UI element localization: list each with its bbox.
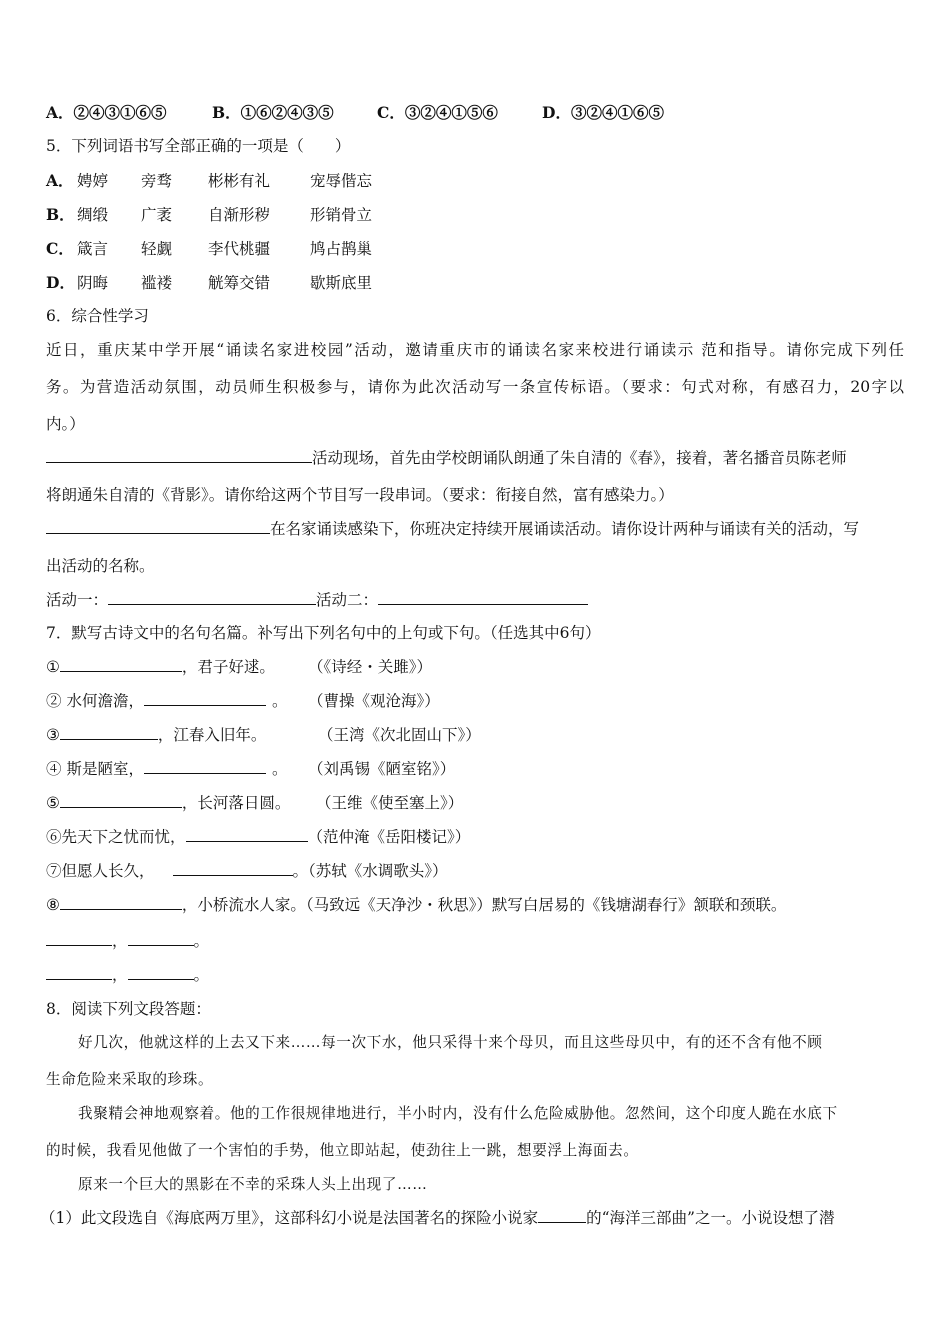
answer-blank[interactable]	[60, 792, 182, 808]
answer-blank[interactable]	[46, 964, 112, 980]
q4-option-c: C．③②④①⑤⑥	[377, 103, 498, 122]
q5-stem: 5．下列词语书写全部正确的一项是（ ）	[46, 137, 351, 155]
q6-part2-line-1: 活动现场，首先由学校朗诵队朗通了朱自清的《春》，接着，著名播音员陈老师	[46, 447, 847, 469]
q8-para2-line-2: 的时候，我看见他做了一个害怕的手势，他立即站起，使劲往上一跳，想要浮上海面去。	[46, 1142, 639, 1159]
q7-item-1: ① ，君子好逑。 （《诗经・关雎》）	[46, 658, 433, 676]
activity1-blank[interactable]	[108, 589, 316, 605]
q7-item-6: ⑥先天下之忧而忧， （范仲淹《岳阳楼记》）	[46, 828, 471, 846]
answer-blank[interactable]	[173, 860, 293, 876]
q7-item-5: ⑤ ，长河落日圆。 （王维《使至塞上》）	[46, 794, 464, 812]
answer-blank[interactable]	[60, 894, 182, 910]
q4-option-d: D．③②④①⑥⑤	[542, 103, 664, 122]
q8-para1-line-1: 好几次，他就这样的上去又下来……每一次下水，他只采得十来个母贝，而且这些母贝中，有的还不含有他不顾	[78, 1034, 823, 1051]
q6-part3-line-2: 出活动的名称。	[46, 557, 155, 575]
q8-para2-line-1: 我聚精会神地观察着。他的工作很规律地进行，半小时内，没有什么危险威胁他。忽然间，这个印度人跪在水底下	[78, 1105, 838, 1122]
answer-blank[interactable]	[538, 1207, 586, 1223]
q7-item-7: ⑦但愿人长久， 。（苏轼《水调歌头》）	[46, 862, 448, 880]
q6-activities: 活动一： 活动二：	[46, 589, 588, 611]
q8-sub1: （1）此文段选自《海底两万里》，这部科幻小说是法国著名的探险小说家 的“海洋三部曲”之一。小说设想了潜	[40, 1209, 835, 1227]
answer-blank[interactable]	[144, 758, 266, 774]
answer-blank[interactable]	[60, 656, 182, 672]
answer-blank[interactable]	[46, 930, 112, 946]
q7-stem: 7．默写古诗文中的名句名篇。补写出下列名句中的上句或下句。（任选其中6句）	[46, 624, 601, 642]
q6-intro-line-3: 内。）	[46, 415, 85, 433]
answer-blank[interactable]	[60, 724, 158, 740]
q7-couplet-2: ， 。	[46, 964, 209, 986]
activity2-blank[interactable]	[378, 589, 588, 605]
q6-intro-line-2: 务。为营造活动氛围，动员师生积极参与，请你为此次活动写一条宣传标语。（要求：句式对称，有感召力，20字以	[46, 378, 904, 396]
q6-intro-line-1: 近日，重庆某中学开展“诵读名家进校园”活动，邀请重庆市的诵读名家来校进行诵读示 范和指导。请你完成下列任	[46, 341, 904, 359]
q7-item-8: ⑧ ，小桥流水人家。（马致远《天净沙・秋思》）默写白居易的《钱塘湖春行》颔联和颈联。	[46, 896, 787, 914]
answer-blank[interactable]	[128, 930, 194, 946]
q8-stem: 8．阅读下列文段答题：	[46, 1000, 211, 1018]
q4-option-b: B．①⑥②④③⑤	[212, 103, 334, 122]
q6-title: 6．综合性学习	[46, 307, 149, 325]
q4-option-a: A．②④③①⑥⑤	[46, 103, 167, 122]
answer-blank[interactable]	[186, 826, 308, 842]
answer-blank[interactable]	[144, 690, 266, 706]
q7-couplet-1: ， 。	[46, 930, 209, 952]
q7-item-2: ② 水何澹澹， 。 （曹操《观沧海》）	[46, 692, 440, 710]
q6-part3-line-1: 在名家诵读感染下，你班决定持续开展诵读活动。请你设计两种与诵读有关的活动，写	[46, 518, 859, 540]
answer-blank[interactable]	[46, 447, 312, 463]
q8-para1-line-2: 生命危险来采取的珍珠。	[46, 1071, 214, 1088]
answer-blank[interactable]	[46, 518, 270, 534]
q7-item-4: ④ 斯是陋室， 。 （刘禹锡《陋室铭》）	[46, 760, 456, 778]
answer-blank[interactable]	[128, 964, 194, 980]
q8-para3: 原来一个巨大的黑影在不幸的采珠人头上出现了……	[78, 1176, 428, 1193]
q7-item-3: ③ ，江春入旧年。 （王湾《次北固山下》）	[46, 726, 481, 744]
q6-part2-line-2: 将朗通朱自清的《背影》。请你给这两个节目写一段串词。（要求：衔接自然，富有感染力。）	[46, 486, 674, 504]
